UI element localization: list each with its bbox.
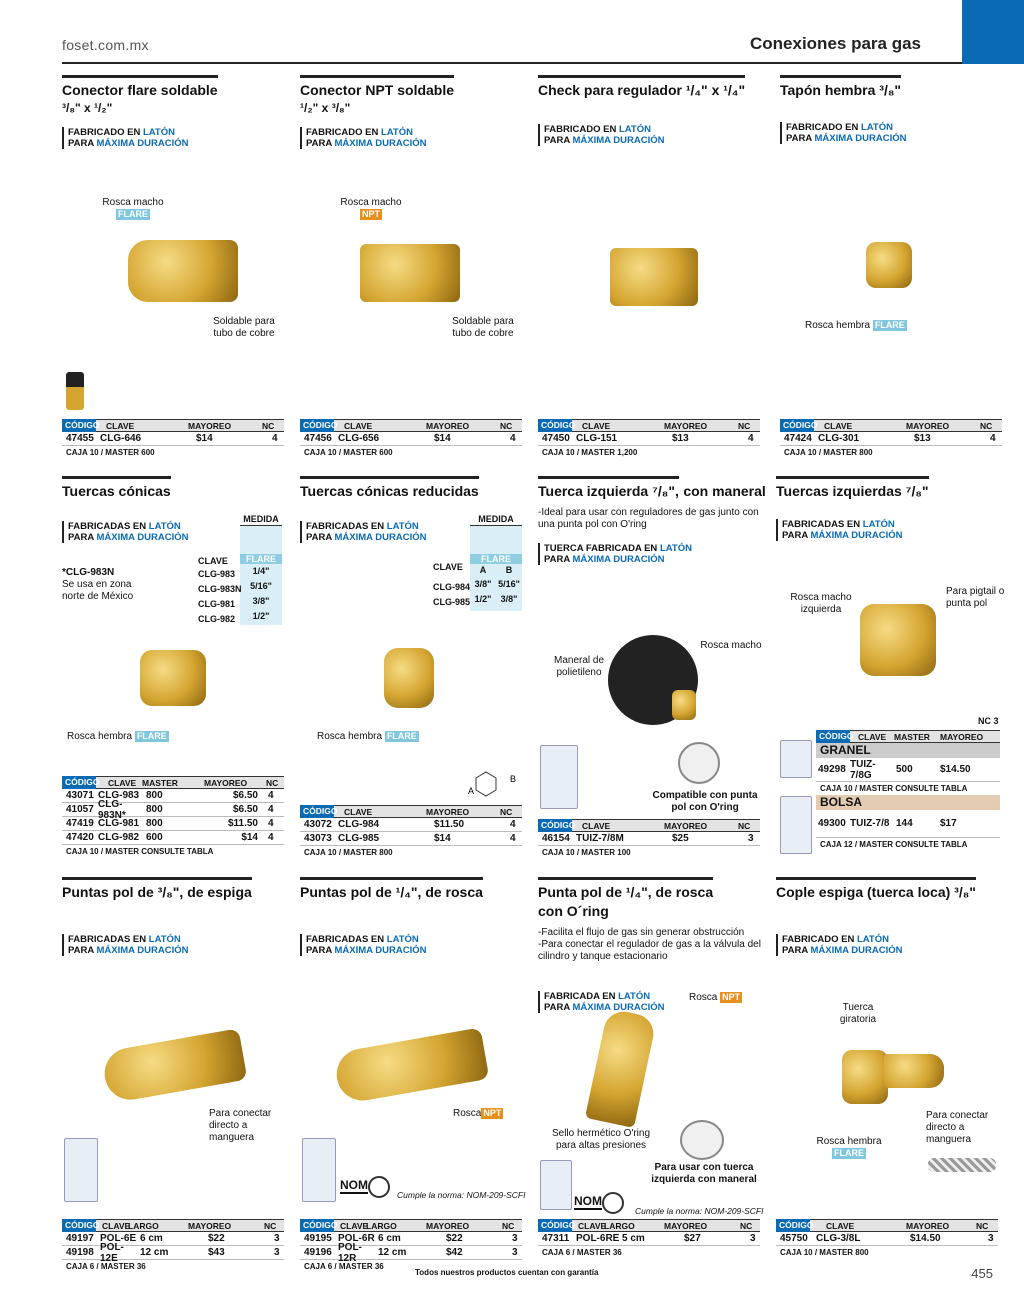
product-image-espiga [884, 1054, 944, 1088]
medida-table: MEDIDA FLARE 1/4" 5/16" 3/8" 1/2" [240, 513, 282, 625]
section-title: Conexiones para gas [750, 34, 922, 53]
label-sello: Sello hermético O'ring para altas presiones [551, 1128, 651, 1151]
product-image-regulador [678, 742, 720, 784]
card-title: Tapón hembra ³/₈" [780, 75, 901, 99]
card-punta-oring: Punta pol de ¹/₄", de rosca con O´ring -Facilita el flujo de gas sin generar obstrucción -Para conectar el regulador de gas a la válvula del cilindro y tanque estacionario FABRICADA EN LATÓN PARA MÁXIMA DURACIÓN [538, 877, 768, 1013]
price-table-c9: CÓDIGO CLAVE LARGO MAYOREO NC 49197 POL-6E 6 cm $22 3 49198 POL-12E 12 cm $43 3 CAJA 6 / MASTER 36 [62, 1219, 284, 1271]
card-conector-npt [300, 75, 526, 149]
table-row: 49298 TUIZ-7/8G 500 $14.50 [816, 758, 1000, 782]
material-badge: FABRICADA EN LATÓN PARA MÁXIMA DURACIÓN [538, 991, 768, 1013]
label-rosca-macho-izq: Rosca macho izquierda [790, 592, 852, 615]
card-check-regulador [538, 75, 768, 146]
label-rosca-hembra: Rosca hembra FLARE [805, 320, 905, 331]
note-clg983n: *CLG-983N Se usa en zona norte de México [62, 567, 134, 602]
product-image-conector-flare [128, 240, 238, 302]
material-badge: FABRICADO EN LATÓN PARA MÁXIMA DURACIÓN [776, 934, 1000, 956]
card-tapon-hembra [780, 75, 1000, 144]
product-package [540, 745, 578, 809]
site-url[interactable]: foset.com.mx [62, 37, 149, 53]
material-badge: FABRICADAS EN LATÓN PARA MÁXIMA DURACIÓN [62, 934, 288, 956]
product-package [302, 1138, 336, 1202]
page-number: 455 [971, 1266, 993, 1281]
table-row: 47311 POL-6RE 5 cm $27 3 [538, 1232, 760, 1246]
label-rosca-macho: Rosca macho [700, 640, 762, 651]
price-table-c5: CÓDIGO CLAVE MASTER MAYOREO NC 43071 CLG-983 800 $6.50 4 41057 CLG-983N* 800 $6.50 4 47419 CLG-981 800 $11.50 4 47420 CLG-982 600 $14 4 CAJA 10 / MASTER CONSULTE TABLA [62, 776, 284, 856]
label-soldable: Soldable para tubo de cobre [213, 316, 275, 339]
material-badge: FABRICADO EN LATÓN PARA MÁXIMA DURACIÓN [62, 127, 288, 149]
card-title: Cople espiga (tuerca loca) ³/₈" [776, 877, 976, 901]
product-image-punta-espiga [101, 1028, 248, 1104]
label-pigtail: Para pigtail o punta pol [946, 586, 1005, 609]
table-row: 47419 CLG-981 800 $11.50 4 [62, 817, 284, 831]
hose-image [928, 1158, 996, 1172]
material-badge: FABRICADAS EN LATÓN PARA MÁXIMA DURACIÓN [62, 521, 288, 543]
label-rosca-hembra: Rosca hembra FLARE [816, 1136, 882, 1158]
price-table-c4: CÓDIGO CLAVE MAYOREO NC 47424 CLG-301 $13 4 CAJA 10 / MASTER 800 [780, 419, 1002, 457]
label-rosca-npt: Rosca NPT [453, 1108, 502, 1119]
card-title: Conector flare soldable [62, 75, 218, 99]
card-title: Tuerca izquierda ⁷/₈", [538, 476, 679, 500]
table-row: 47450 CLG-151 $13 4 [538, 432, 760, 446]
table-row: 49198 POL-12E 12 cm $43 3 [62, 1246, 284, 1260]
ance-logo [602, 1192, 624, 1214]
diagram-a-b [468, 770, 520, 800]
table-row: 47420 CLG-982 600 $14 4 [62, 831, 284, 845]
norma-note: Cumple la norma: NOM-209-SCFI [635, 1206, 764, 1216]
product-package [64, 1138, 98, 1202]
table-row: 43073 CLG-985 $14 4 [300, 832, 522, 846]
table-row: 46154 TUIZ-7/8M $25 3 [538, 832, 760, 846]
price-table-c6: CÓDIGO CLAVE MAYOREO NC 43072 CLG-984 $11.50 4 43073 CLG-985 $14 4 CAJA 10 / MASTER 800 [300, 805, 522, 857]
product-image-regulador [680, 1120, 724, 1160]
card-title: Puntas pol de ¹/₄", de rosca [300, 877, 483, 901]
table-row: 45750 CLG-3/8L $14.50 3 [776, 1232, 998, 1246]
label-conectar-manguera: Para conectar directo a manguera [926, 1110, 989, 1145]
price-table-c8: CÓDIGO CLAVE MASTER MAYOREO GRANEL 49298 TUIZ-7/8G 500 $14.50 CAJA 10 / MASTER CONSULTE TABLA BOLSA 49300 TUIZ-7/8 144 $17 CAJA 12 / MASTER CONSULTE TABLA [816, 730, 1000, 849]
table-row: 47424 CLG-301 $13 4 [780, 432, 1002, 446]
card-puntas-rosca [300, 877, 526, 956]
table-row: 47455 CLG-646 $14 4 [62, 432, 284, 446]
card-title: Conector NPT soldable [300, 75, 454, 99]
product-image-conector-npt [360, 244, 460, 302]
medida-clave-col: CLAVE CLG-983 CLG-983N CLG-981 CLG-982 [198, 556, 242, 624]
table-row: 43071 CLG-983 800 $6.50 4 [62, 789, 284, 803]
product-thumb [66, 372, 84, 410]
card-subtitle: ³/₈" x ¹/₂" [62, 101, 113, 115]
table-row: 49197 POL-6E 6 cm $22 3 [62, 1232, 284, 1246]
product-image-punta-oring [585, 1008, 657, 1128]
material-badge: FABRICADO EN LATÓN PARA MÁXIMA DURACIÓN [538, 124, 768, 146]
card-puntas-espiga [62, 877, 288, 956]
label-rosca-npt: Rosca NPT [689, 992, 741, 1003]
price-table-c1: CÓDIGO CLAVE MAYOREO NC 47455 CLG-646 $14 4 CAJA 10 / MASTER 600 [62, 419, 284, 457]
material-badge: FABRICADO EN LATÓN PARA MÁXIMA DURACIÓN [780, 122, 1000, 144]
norma-note: Cumple la norma: NOM-209-SCFI [397, 1190, 526, 1200]
label-maneral: Maneral de polietileno [553, 655, 605, 678]
product-package [540, 1160, 572, 1210]
material-badge: FABRICADAS EN LATÓN PARA MÁXIMA DURACIÓN [776, 519, 1000, 541]
material-badge: FABRICADAS EN LATÓN PARA MÁXIMA DURACIÓN [300, 934, 526, 956]
header-divider [62, 62, 962, 64]
card-title: Puntas pol de ³/₈", de espiga [62, 877, 252, 901]
product-image-tuerca-izq [860, 604, 936, 676]
product-image-tuerca-conica [140, 650, 206, 706]
table-row: 47456 CLG-656 $14 4 [300, 432, 522, 446]
bolsa-image [780, 796, 812, 854]
label-compatible: Compatible con punta pol con O'ring [652, 790, 758, 813]
product-image-cople [842, 1050, 888, 1104]
table-row: 43072 CLG-984 $11.50 4 [300, 818, 522, 832]
product-image-tapon [866, 242, 912, 288]
product-image-tuerca-reducida [384, 648, 434, 708]
label-rosca-hembra: Rosca hembra FLARE [67, 731, 167, 742]
price-table-c11: CÓDIGO CLAVE LARGO MAYOREO NC 47311 POL-6RE 5 cm $27 3 CAJA 6 / MASTER 36 [538, 1219, 760, 1257]
price-table-c12: CÓDIGO CLAVE MAYOREO NC 45750 CLG-3/8L $14.50 3 CAJA 10 / MASTER 800 [776, 1219, 998, 1257]
label-tuerca-giratoria: Tuerca giratoria [839, 1002, 877, 1025]
label-soldable: Soldable para tubo de cobre [452, 316, 514, 339]
svg-text:B: B [510, 774, 517, 784]
table-row: 49196 POL-12R 12 cm $42 3 [300, 1246, 522, 1260]
card-conector-flare [62, 75, 288, 149]
card-subtitle: ¹/₂" x ³/₈" [300, 101, 351, 115]
card-title: Punta pol de ¹/₄", de rosca [538, 877, 713, 901]
table-row: 49300 TUIZ-7/8 144 $17 [816, 810, 1000, 838]
material-badge: FABRICADAS EN LATÓN PARA MÁXIMA DURACIÓN [300, 521, 526, 543]
guarantee-note: Todos nuestros productos cuentan con garantía [415, 1268, 599, 1277]
nom-logo: NOM [340, 1178, 368, 1192]
medida-clave-col: CLAVE CLG-984 CLG-985 [433, 562, 471, 607]
label-rosca-macho: Rosca macho FLARE [102, 197, 164, 219]
blue-tab [962, 0, 1024, 64]
ance-logo [368, 1176, 390, 1198]
table-row: 41057 CLG-983N* 800 $6.50 4 [62, 803, 284, 817]
card-tuerca-maneral: Tuerca izquierda ⁷/₈", con maneral -Ideal para usar con reguladores de gas junto con una punta pol con O'ring TUERCA FABRICADA EN LATÓN PARA MÁXIMA DURACIÓN [538, 476, 768, 565]
price-table-c2: CÓDIGO CLAVE MAYOREO NC 47456 CLG-656 $14 4 CAJA 10 / MASTER 600 [300, 419, 522, 457]
label-rosca-macho: Rosca macho NPT [340, 197, 402, 219]
granel-image [780, 740, 812, 778]
card-title: Tuercas cónicas reducidas [300, 476, 479, 500]
card-title: Check para regulador ¹/₄" x ¹/₄" [538, 75, 745, 99]
card-title: Tuercas izquierdas ⁷/₈" [776, 476, 929, 500]
price-table-c3: CÓDIGO CLAVE MAYOREO NC 47450 CLG-151 $13 4 CAJA 10 / MASTER 1,200 [538, 419, 760, 457]
product-image-rosca [672, 690, 696, 720]
nc-label: NC 3 [978, 716, 999, 726]
price-table-c7: CÓDIGO CLAVE MAYOREO NC 46154 TUIZ-7/8M $25 3 CAJA 10 / MASTER 100 [538, 819, 760, 857]
table-row: 49195 POL-6R 6 cm $22 3 [300, 1232, 522, 1246]
product-image-check [610, 248, 698, 306]
medida-table: MEDIDA FLARE A B 3/8" 5/16" 1/2" 3/8" [470, 513, 522, 611]
card-cople-espiga [776, 877, 1000, 956]
nom-logo: NOM [574, 1194, 602, 1208]
price-table-c10: CÓDIGO CLAVE LARGO MAYOREO NC 49195 POL-6R 6 cm $22 3 49196 POL-12R 12 cm $42 3 CAJA 6 / MASTER 36 [300, 1219, 522, 1271]
label-usar-tuerca: Para usar con tuerca izquierda con maneral [651, 1162, 757, 1185]
card-title: Tuercas cónicas [62, 476, 171, 500]
material-badge: TUERCA FABRICADA EN LATÓN PARA MÁXIMA DURACIÓN [538, 543, 768, 565]
label-rosca-hembra: Rosca hembra FLARE [317, 731, 417, 742]
material-badge: FABRICADO EN LATÓN PARA MÁXIMA DURACIÓN [300, 127, 526, 149]
svg-text:A: A [468, 786, 475, 796]
card-tuercas-izquierdas [776, 476, 1000, 541]
label-conectar-manguera: Para conectar directo a manguera [209, 1108, 272, 1143]
product-image-punta-rosca [333, 1027, 490, 1104]
